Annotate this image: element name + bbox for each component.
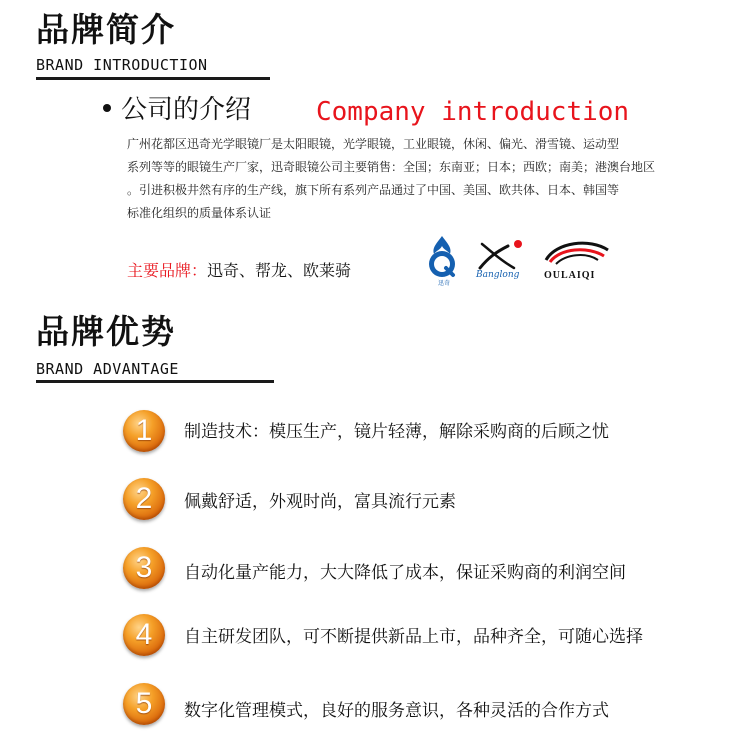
advantage-badge-2: 2 (123, 478, 165, 520)
main-brands (127, 258, 351, 281)
description-line: 标准化组织的质量体系认证 (127, 206, 272, 220)
company-heading: 公司的介绍 (121, 95, 252, 125)
brand-intro-underline (36, 77, 270, 80)
brand-advantage-underline (36, 380, 274, 383)
main-brands-names: 迅奇、帮龙、欧莱骑 (207, 261, 352, 280)
company-description (127, 133, 687, 225)
company-heading-en: Company introduction (316, 97, 630, 127)
banglong-logo (474, 238, 530, 286)
description-line: 广州花都区迅奇光学眼镜厂是太阳眼镜，光学眼镜，工业眼镜，休闲、偏光、滑雪镜、运动型 (127, 137, 620, 151)
brand-intro-title: 品牌简介 (36, 10, 176, 49)
banglong-logo-text: Banglong (476, 270, 520, 280)
description-line: 系列等等的眼镜生产厂家，迅奇眼镜公司主要销售：全国；东南亚；日本；西欧；南美；港澳台地区 (127, 160, 656, 174)
advantage-text-3: 自动化量产能力，大大降低了成本，保证采购商的利润空间 (184, 563, 626, 583)
advantage-text-2: 佩戴舒适，外观时尚，富具流行元素 (184, 492, 456, 512)
brand-advantage-subtitle: BRAND ADVANTAGE (36, 360, 179, 378)
brand-advantage-title: 品牌优势 (36, 312, 176, 351)
xunqi-logo-text: 迅奇 (438, 280, 451, 287)
advantage-text-5: 数字化管理模式，良好的服务意识，各种灵活的合作方式 (184, 701, 609, 721)
advantage-badge-3: 3 (123, 547, 165, 589)
description-line: 。引进积极井然有序的生产线，旗下所有系列产品通过了中国、美国、欧共体、日本、韩国等 (127, 183, 620, 197)
advantage-badge-1: 1 (123, 410, 165, 452)
bullet-dot (103, 104, 111, 112)
advantage-text-1: 制造技术：模压生产，镜片轻薄，解除采购商的后顾之忧 (184, 422, 609, 442)
brand-intro-subtitle: BRAND INTRODUCTION (36, 56, 208, 74)
advantage-badge-5: 5 (123, 683, 165, 725)
advantage-badge-4: 4 (123, 614, 165, 656)
xunqi-logo (418, 234, 466, 286)
advantage-text-4: 自主研发团队，可不断提供新品上市，品种齐全，可随心选择 (184, 627, 643, 647)
oulaiqi-logo (540, 236, 612, 286)
oulaiqi-logo-text: OULAIQI (544, 270, 596, 281)
main-brands-label: 主要品牌： (127, 261, 208, 280)
